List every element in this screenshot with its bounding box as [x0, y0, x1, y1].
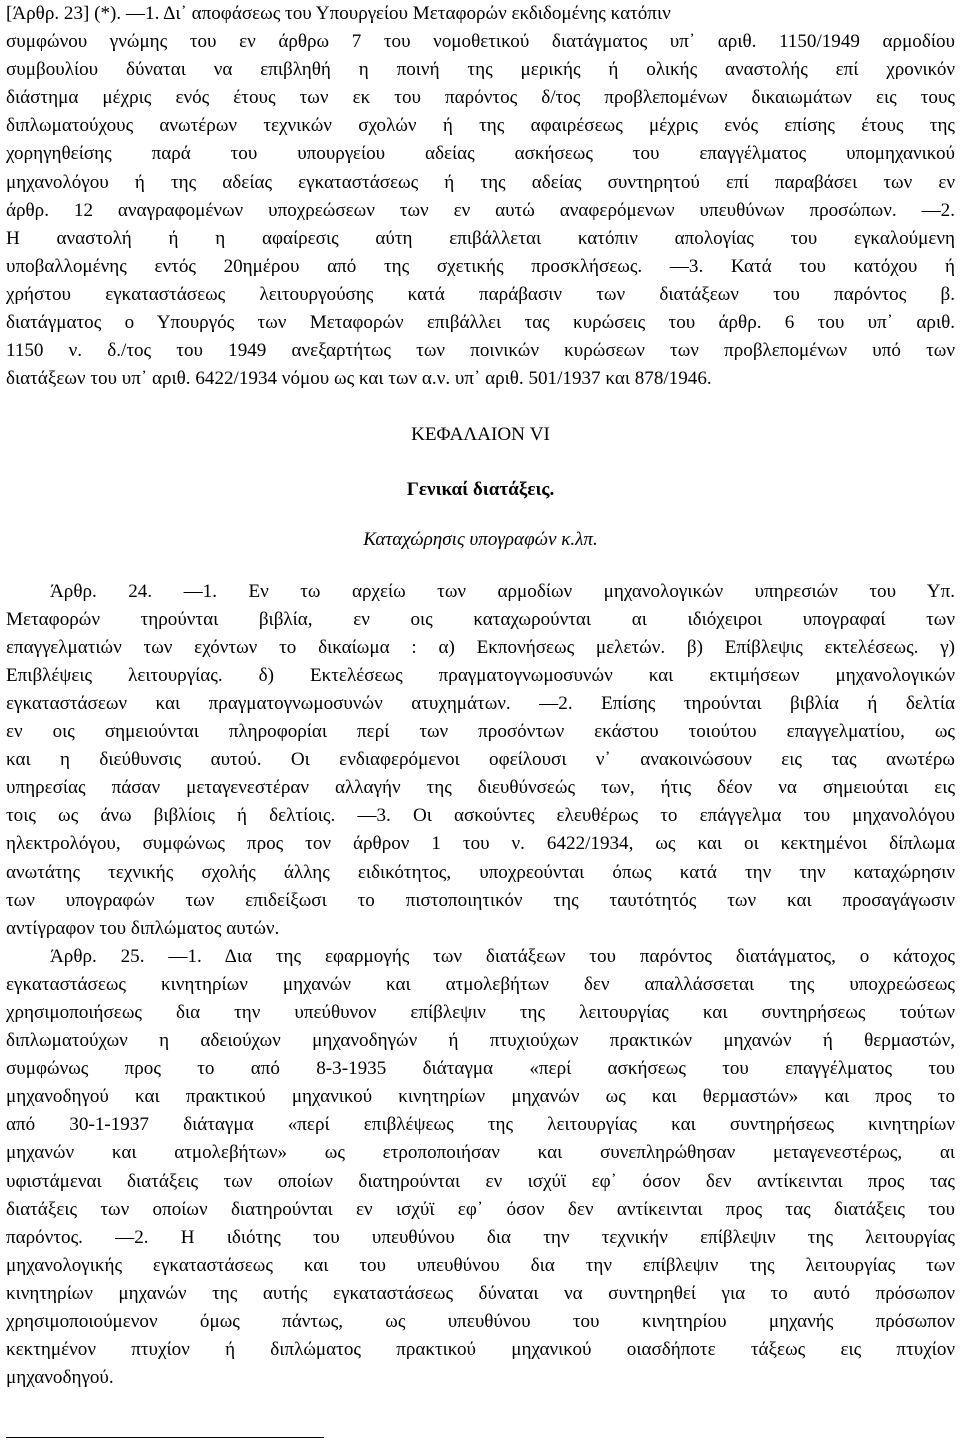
article-24-text: [6, 578, 955, 943]
article-25-line-8: μηχανών και ατμολεβήτων» ως ετροποποιήσαν και συνεπληρώθησαν μεταγενεστέρως, αι: [6, 1142, 955, 1164]
article-25-line-9: υφιστάμεναι διατάξεις των οποίων διατηρούνται εν ισχύϊ εφ᾽ όσον δεν αντίκεινται προς τας: [6, 1170, 955, 1192]
article-23-line-7: μηχανολόγου ή της αδείας εγκαταστάσεως ή της αδείας συντηρητού επί παραβάσει των εν: [6, 171, 955, 193]
footnote-separator: [6, 1437, 324, 1438]
article-23-line-10: υποβαλλομένης εντός 20ημέρου από της σχετικής προσκλήσεως. —3. Κατά του κατόχου ή: [6, 255, 955, 277]
article-24-line-9: τοις ως άνω βιβλίοις ή δελτίοις. —3. Οι ασκούντες ελευθέρως το επάγγελμα του μηχανολόγου: [6, 805, 955, 827]
article-25-line-4: διπλωματούχων η αδειούχων μηχανοδηγών ή πτυχιούχων πρακτικών μηχανών ή θερμαστών,: [6, 1030, 955, 1052]
chapter-subtitle: Καταχώρησις υπογραφών κ.λπ.: [363, 528, 598, 550]
article-25-line-13: κινητηρίων μηχανών της αυτής εγκαταστάσεως δύναται να συντηρηθεί για το αυτό πρόσωπον: [6, 1282, 955, 1304]
article-25-line-14: χρησιμοποιούμενον όμως πάντως, ως υπευθύνου του κινητηρίου μηχανής πρόσωπον: [6, 1311, 955, 1333]
article-24-line-8: υπηρεσίας πάσαν μεταγενεστέραν αλλαγήν της διευθύνσεώς των, ήτις δέον να σημειούται εις: [6, 777, 955, 799]
article-24-line-12: των υπογραφών των επιδείξωσι το πιστοποιητικόν της ταυτότητός των και προσαγάγωσιν: [6, 889, 955, 911]
article-23-line-11: χρήστου εγκαταστάσεως λειτουργούσης κατά παράβασιν των διατάξεων του παρόντος β.: [6, 283, 955, 305]
article-23-line-12: διατάγματος ο Υπουργός των Μεταφορών επιβάλλει τας κυρώσεις του άρθρ. 6 του υπ᾽ αριθ.: [6, 312, 955, 334]
article-25-line-15: κεκτημένον πτυχίον ή διπλώματος πρακτικού μηχανικού οιασδήποτε τάξεως εις πτυχίον: [6, 1339, 955, 1361]
article-23-line-4: διάστημα μέχρις ενός έτους των εκ του παρόντος δ/τος προβλεπομένων δικαιωμάτων εις τους: [6, 87, 955, 109]
article-23-line-8: άρθρ. 12 αναγραφομένων υποχρεώσεων των εν αυτώ αναφερόμενων υπευθύνων προσώπων. —2.: [6, 199, 955, 221]
article-25-line-3: χρησιμοποιήσεως δια την υπεύθυνον επίβλεψιν της λειτουργίας και συντηρήσεως τούτων: [6, 1002, 955, 1023]
article-25-line-16: μηχανοδηγού.: [6, 1367, 114, 1389]
article-23-line-3: συμβουλίου δύναται να επιβληθή η ποινή της μερικής ή ολικής αναστολής επί χρονικόν: [6, 59, 955, 81]
article-24-line-5: εγκαταστάσεων και πραγματογνωμοσυνών ατυχημάτων. —2. Επίσης τηρούνται βιβλία ή δελτία: [6, 692, 955, 714]
article-24-line-1: Άρθρ. 24. —1. Εν τω αρχείω των αρμοδίων μηχανολογικών υπηρεσιών του Υπ.: [50, 580, 955, 602]
article-23-line-9: Η αναστολή ή η αφαίρεσις αύτη επιβάλλεται κατόπιν απολογίας του εγκαλούμενη: [6, 227, 955, 249]
article-23-line-13: 1150 ν. δ./τος του 1949 ανεξαρτήτως των ποινικών κυρώσεων των προβλεπομένων υπό των: [6, 340, 955, 362]
article-25-line-2: εγκαταστάσεως κινητηρίων μηχανών και ατμολεβήτων δεν απαλλάσσεται της υποχρεώσεως: [6, 973, 955, 995]
article-24-line-10: ηλεκτρολόγου, συμφώνως προς τον άρθρον 1 του ν. 6422/1934, ως και οι κεκτημένοι δίπλωμα: [6, 833, 955, 855]
article-24-line-6: εν οις σημειούνται πληροφορίαι περί των προσόντων εκάστου τοιούτου επαγγελματίου, ως: [6, 721, 955, 743]
article-24-line-7: και η διεύθυνσις αυτού. Οι ενδιαφερόμενοι οφείλουσι ν᾽ ανακοινώσουν εις τας ανωτέρω: [6, 749, 955, 771]
article-23-line-2: συμφώνου γνώμης του εν άρθρω 7 του νομοθετικού διατάγματος υπ᾽ αριθ. 1150/1949 αρμοδίου: [6, 31, 955, 53]
article-25-line-6: μηχανοδηγού και πρακτικού μηχανικού κινητηρίων μηχανών ως και θερμαστών» και προς το: [6, 1086, 955, 1108]
article-23-line-14: διατάξεων του υπ᾽ αριθ. 6422/1934 νόμου ως και των α.ν. υπ᾽ αριθ. 501/1937 και 878/1946.: [6, 368, 712, 390]
article-25-line-11: παρόντος. —2. Η ιδιότης του υπευθύνου δια την τεχνικήν επίβλεψιν της λειτουργίας: [6, 1226, 955, 1248]
article-24-line-4: Επιβλέψεις λειτουργίας. δ) Εκτελέσεως πραγματογνωμοσυνών και εκτιμήσεων μηχανολογικών: [6, 664, 955, 686]
article-25-line-7: από 30-1-1937 διάταγμα «περί επιβλέψεως της λειτουργίας και συντηρήσεως κινητηρίων: [6, 1114, 955, 1136]
article-25-line-5: συμφώνως προς το από 8-3-1935 διάταγμα «περί ασκήσεως του επαγγέλματος του: [6, 1058, 955, 1080]
article-24-line-2: Μεταφορών τηρούνται βιβλία, εν οις καταχωρούνται αι ιδιόχειροι υπογραφαί των: [6, 608, 955, 630]
article-23-line-5: διπλωματούχους ανωτέρων τεχνικών σχολών ή της αφαιρέσεως μέχρις ενός επίσης έτους της: [6, 115, 955, 137]
article-25-line-12: μηχανολογικής εγκαταστάσεως και του υπευθύνου δια την επίβλεψιν της λειτουργίας των: [6, 1254, 955, 1276]
article-24-line-3: επαγγελματιών των εχόντων το δικαίωμα : α) Εκπονήσεως μελετών. β) Επίβλεψις εκτελέσεως. γ): [6, 636, 955, 658]
document-page: [6, 0, 955, 1392]
article-25-text: [6, 943, 955, 1393]
article-23-text: [6, 0, 955, 393]
article-24-line-13: αντίγραφον του διπλώματος αυτών.: [6, 917, 280, 939]
article-23-line-1: [Άρθρ. 23] (*). —1. Δι᾽ αποφάσεως του Υπουργείου Μεταφορών εκδιδομένης κατόπιν: [6, 3, 671, 24]
chapter-number: ΚΕΦΑΛΑΙΟΝ VI: [411, 424, 550, 446]
article-25-line-10: διατάξεις των οποίων διατηρούνται εν ισχύϊ εφ᾽ όσον δεν αντίκεινται προς τας διατάξεις του: [6, 1198, 955, 1220]
article-23-line-6: χορηγηθείσης παρά του υπουργείου αδείας ασκήσεως του επαγγέλματος υπομηχανικού: [6, 143, 955, 165]
article-24-line-11: ανωτάτης τεχνικής σχολής άλλης ειδικότητος, υποχρεούνται όπως κατά την την καταχώρησιν: [6, 861, 955, 883]
article-25-line-1: Άρθρ. 25. —1. Δια της εφαρμογής των διατάξεων του παρόντος διατάγματος, ο κάτοχος: [50, 945, 955, 967]
chapter-title: Γενικαί διατάξεις.: [406, 479, 555, 501]
